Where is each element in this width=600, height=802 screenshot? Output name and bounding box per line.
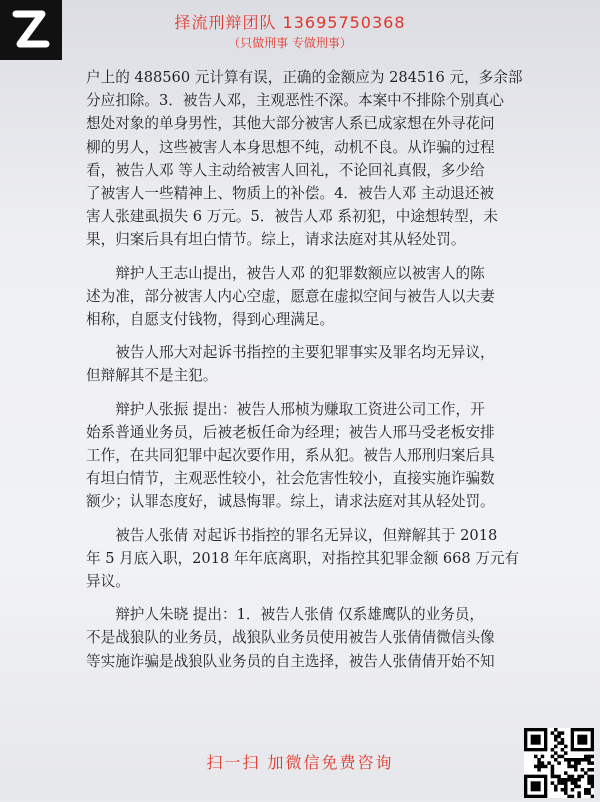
body-line: 始系普通业务员，后被老板任命为经理；被告人邢马受老板安排	[86, 423, 495, 441]
header-title: 择流刑辩团队 13695750368	[174, 13, 406, 32]
body-line: 相称，自愿支付钱物，得到心理满足。	[86, 311, 335, 329]
body-line: 果，归案后具有坦白情节。综上，请求法庭对其从轻处罚。	[86, 231, 466, 249]
wechat-consult-cta[interactable]: 扫一扫 加微信免费咨询	[206, 753, 394, 772]
body-line: 柳的男人，这些被害人本身思想不纯，动机不良。从诈骗的过程	[86, 138, 495, 156]
body-line: 额少；认罪态度好，诚恳悔罪。综上，请求法庭对其从轻处罚。	[86, 493, 495, 511]
body-line: 辩护人张振 提出：被告人邢桢为赚取工资进公司工作，开	[115, 400, 485, 418]
body-line: 户上的 488560 元计算有误，正确的金额应为 284516 元，多余部	[86, 69, 523, 86]
body-line: 但辩解其不是主犯。	[86, 367, 218, 385]
body-line: 害人张建虱损失 6 万元。5．被告人邓 系初犯，中途想转型，未	[86, 208, 498, 226]
body-line: 了被害人一些精神上、物质上的补偿。4．被告人邓 主动退还被	[86, 185, 494, 203]
header-subtitle: （只做刑事 专做刑事）	[228, 36, 352, 50]
body-line: 被告人邢大对起诉书指控的主要犯罪事实及罪名均无异议，	[115, 344, 495, 362]
body-line: 辩护人朱晓 提出：1．被告人张倩 仅系雄鹰队的业务员，	[115, 606, 485, 624]
body-line: 辩护人王志山提出，被告人邓 的犯罪数额应以被害人的陈	[115, 264, 485, 282]
body-line: 年 5 月底入职，2018 年年底离职，对指控其犯罪金额 668 万元有	[86, 549, 520, 567]
document-body	[86, 66, 556, 673]
body-line: 看，被告人邓 等人主动给被害人回礼，不论回礼真假，多少给	[86, 161, 485, 179]
body-line: 异议。	[86, 573, 130, 591]
body-line: 工作，在共同犯罪中起次要作用，系从犯。被告人邢刑归案后具	[86, 447, 495, 465]
firm-logo	[0, 0, 62, 60]
body-line: 被告人张倩 对起诉书指控的罪名无异议，但辩解其于 2018	[115, 526, 498, 544]
qr-code-pattern	[524, 728, 594, 798]
body-line: 不是战狼队的业务员，战狼队业务员使用被告人张倩倩微信头像	[86, 629, 495, 647]
firm-logo-mark	[0, 0, 62, 60]
qr-code-icon[interactable]	[524, 728, 594, 798]
body-line: 有坦白情节，主观恶性较小，社会危害性较小，直接实施诈骗数	[86, 470, 495, 488]
body-line: 等实施诈骗是战狼队业务员的自主选择，被告人张倩倩开始不知	[86, 652, 495, 670]
body-line: 想处对象的单身男性，其他大部分被害人系已成家想在外寻花问	[86, 115, 495, 133]
body-line: 分应扣除。3．被告人邓，主观恶性不深。本案中不排除个别真心	[86, 92, 504, 110]
body-line: 述为准，部分被害人内心空虚，愿意在虚拟空间与被告人以夫妻	[86, 287, 495, 305]
